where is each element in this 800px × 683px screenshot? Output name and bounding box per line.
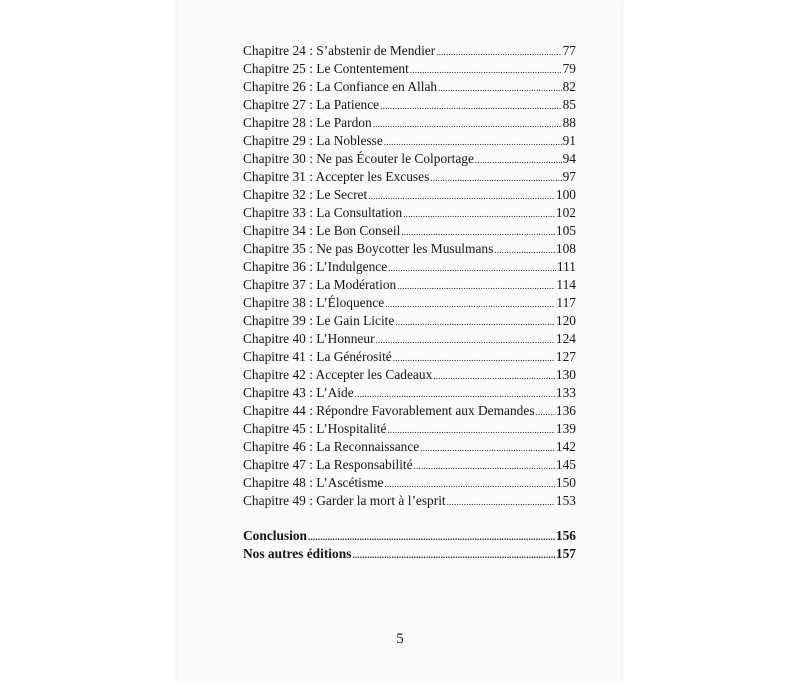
toc-entry-page: 156 bbox=[555, 528, 576, 543]
dot-leader bbox=[403, 204, 555, 223]
toc-entry-chapter-29 bbox=[243, 132, 576, 150]
dot-leader bbox=[388, 258, 556, 277]
toc-entry-other-editions bbox=[243, 545, 576, 563]
dot-leader bbox=[373, 114, 562, 133]
page-number: 5 bbox=[396, 631, 404, 647]
toc-entry-chapter-26 bbox=[243, 78, 576, 96]
toc-entry-chapter-34 bbox=[243, 222, 576, 240]
toc-entry-page: 139 bbox=[555, 421, 576, 436]
dot-leader bbox=[430, 168, 561, 187]
dot-leader bbox=[385, 294, 555, 313]
toc-entry-chapter-24 bbox=[243, 42, 576, 60]
toc-entry-page: 94 bbox=[562, 151, 576, 166]
toc-entry-label: Chapitre 33 : La Consultation bbox=[243, 205, 403, 220]
toc-entry-label: Chapitre 43 : L’Aide bbox=[243, 385, 354, 400]
toc-entry-label: Chapitre 24 : S’abstenir de Mendier bbox=[243, 43, 436, 58]
toc-entry-page: 111 bbox=[556, 259, 576, 274]
toc-entry-chapter-32 bbox=[243, 186, 576, 204]
toc-entry-page: 120 bbox=[555, 313, 576, 328]
dot-leader bbox=[401, 222, 555, 241]
toc-entry-chapter-33 bbox=[243, 204, 576, 222]
dot-leader bbox=[308, 527, 555, 546]
toc-entry-page: 108 bbox=[555, 241, 576, 256]
toc-entry-label: Chapitre 47 : La Responsabilité bbox=[243, 457, 413, 472]
dot-leader bbox=[384, 474, 554, 493]
dot-leader bbox=[436, 42, 561, 61]
toc-entry-page: 97 bbox=[562, 169, 576, 184]
toc-entry-label: Chapitre 35 : Ne pas Boycotter les Musulmans bbox=[243, 241, 494, 256]
toc-entry-chapter-25 bbox=[243, 60, 576, 78]
toc-entry-chapter-39 bbox=[243, 312, 576, 330]
toc-entry-page: 145 bbox=[555, 457, 576, 472]
toc-entry-chapter-48 bbox=[243, 474, 576, 492]
toc-entry-label: Chapitre 31 : Accepter les Excuses bbox=[243, 169, 430, 184]
dot-leader bbox=[414, 456, 555, 475]
dot-leader bbox=[410, 60, 562, 79]
toc-entry-chapter-49 bbox=[243, 492, 576, 510]
dot-leader bbox=[447, 492, 555, 511]
toc-entry-page: 105 bbox=[555, 223, 576, 238]
dot-leader bbox=[368, 186, 555, 205]
toc-entry-page: 127 bbox=[555, 349, 576, 364]
toc-entry-label: Chapitre 49 : Garder la mort à l’esprit bbox=[243, 493, 446, 508]
dot-leader bbox=[494, 240, 555, 259]
toc-entry-chapter-45 bbox=[243, 420, 576, 438]
toc-entry-page: 157 bbox=[555, 546, 576, 561]
toc-entry-label: Chapitre 38 : L’Éloquence bbox=[243, 295, 385, 310]
toc-entry-chapter-38 bbox=[243, 294, 576, 312]
toc-entry-label: Chapitre 44 : Répondre Favorablement aux Demandes bbox=[243, 403, 535, 418]
toc-entry-label: Chapitre 32 : Le Secret bbox=[243, 187, 368, 202]
toc-entry-label: Chapitre 48 : L’Ascétisme bbox=[243, 475, 384, 490]
toc-entry-label: Chapitre 41 : La Générosité bbox=[243, 349, 392, 364]
dot-leader bbox=[475, 150, 562, 169]
dot-leader bbox=[393, 348, 555, 367]
toc-entry-label: Nos autres éditions bbox=[243, 546, 352, 561]
toc-entry-page: 91 bbox=[562, 133, 576, 148]
toc-entry-chapter-47 bbox=[243, 456, 576, 474]
toc-entry-page: 136 bbox=[555, 403, 576, 418]
toc-entry-page: 102 bbox=[555, 205, 576, 220]
table-of-contents bbox=[243, 42, 576, 563]
toc-entry-page: 124 bbox=[555, 331, 576, 346]
toc-entry-label: Chapitre 39 : Le Gain Licite bbox=[243, 313, 395, 328]
toc-entry-label: Chapitre 27 : La Patience bbox=[243, 97, 380, 112]
toc-entry-label: Chapitre 40 : L’Honneur bbox=[243, 331, 375, 346]
toc-entry-chapter-27 bbox=[243, 96, 576, 114]
toc-entry-label: Chapitre 29 : La Noblesse bbox=[243, 133, 383, 148]
toc-entry-chapter-41 bbox=[243, 348, 576, 366]
toc-entry-page: 79 bbox=[562, 61, 576, 76]
toc-entry-chapter-31 bbox=[243, 168, 576, 186]
dot-leader bbox=[397, 276, 555, 295]
section-spacer bbox=[243, 510, 576, 527]
dot-leader bbox=[384, 132, 562, 151]
toc-entry-page: 77 bbox=[562, 43, 576, 58]
toc-entry-label: Chapitre 30 : Ne pas Écouter le Colportage bbox=[243, 151, 474, 166]
dot-leader bbox=[433, 366, 555, 385]
toc-entry-page: 117 bbox=[556, 295, 576, 310]
toc-entry-page: 114 bbox=[556, 277, 576, 292]
toc-entry-page: 100 bbox=[555, 187, 576, 202]
toc-entry-page: 153 bbox=[555, 493, 576, 508]
toc-entry-label: Chapitre 26 : La Confiance en Allah bbox=[243, 79, 438, 94]
toc-entry-chapter-28 bbox=[243, 114, 576, 132]
toc-entry-label: Chapitre 45 : L’Hospitalité bbox=[243, 421, 387, 436]
toc-entry-page: 85 bbox=[562, 97, 576, 112]
toc-entry-page: 150 bbox=[555, 475, 576, 490]
toc-entry-page: 130 bbox=[555, 367, 576, 382]
dot-leader bbox=[420, 438, 555, 457]
dot-leader bbox=[387, 420, 554, 439]
toc-entry-label: Chapitre 36 : L’Indulgence bbox=[243, 259, 388, 274]
toc-entry-page: 142 bbox=[555, 439, 576, 454]
toc-entry-chapter-44 bbox=[243, 402, 576, 420]
toc-entry-label: Chapitre 34 : Le Bon Conseil bbox=[243, 223, 401, 238]
dot-leader bbox=[355, 384, 555, 403]
dot-leader bbox=[352, 545, 555, 564]
toc-entry-chapter-36 bbox=[243, 258, 576, 276]
toc-entry-chapter-35 bbox=[243, 240, 576, 258]
toc-entry-label: Conclusion bbox=[243, 528, 307, 543]
dot-leader bbox=[395, 312, 555, 331]
dot-leader bbox=[380, 96, 562, 115]
toc-entry-chapter-30 bbox=[243, 150, 576, 168]
toc-entry-label: Chapitre 46 : La Reconnaissance bbox=[243, 439, 420, 454]
toc-entry-page: 133 bbox=[555, 385, 576, 400]
toc-entry-page: 88 bbox=[562, 115, 576, 130]
toc-entry-chapter-42 bbox=[243, 366, 576, 384]
toc-entry-label: Chapitre 25 : Le Contentement bbox=[243, 61, 409, 76]
toc-entry-chapter-43 bbox=[243, 384, 576, 402]
toc-entry-chapter-37 bbox=[243, 276, 576, 294]
toc-entry-label: Chapitre 42 : Accepter les Cadeaux bbox=[243, 367, 433, 382]
toc-entry-label: Chapitre 37 : La Modération bbox=[243, 277, 397, 292]
toc-entry-label: Chapitre 28 : Le Pardon bbox=[243, 115, 372, 130]
dot-leader bbox=[536, 402, 555, 421]
toc-entry-chapter-46 bbox=[243, 438, 576, 456]
toc-entry-chapter-40 bbox=[243, 330, 576, 348]
toc-entry-page: 82 bbox=[562, 79, 576, 94]
dot-leader bbox=[438, 78, 562, 97]
toc-entry-conclusion bbox=[243, 527, 576, 545]
dot-leader bbox=[376, 330, 555, 349]
